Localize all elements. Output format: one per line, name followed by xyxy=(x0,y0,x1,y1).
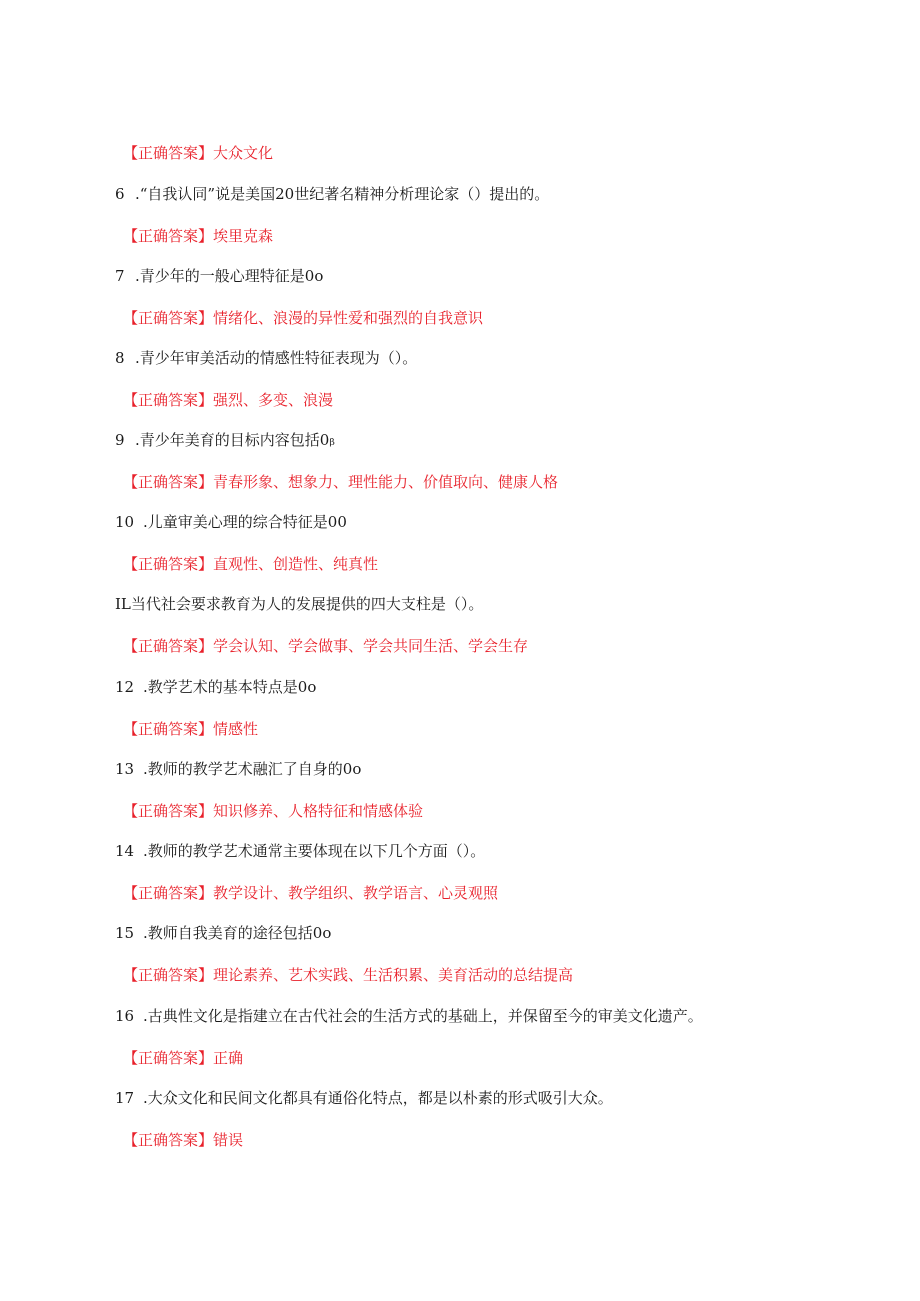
question-line xyxy=(115,594,483,614)
question-number: 15 xyxy=(115,924,135,942)
question-text: .教学艺术的基本特点是0o xyxy=(143,678,317,696)
question-number: 10 xyxy=(115,513,135,531)
answer-line: 【正确答案】大众文化 xyxy=(123,144,274,162)
answer-line: 【正确答案】理论素养、艺术实践、生活积累、美育活动的总结提高 xyxy=(123,966,574,984)
answer-line: 【正确答案】强烈、多变、浪漫 xyxy=(123,391,334,409)
answer-line: 【正确答案】错误 xyxy=(123,1131,244,1149)
question-line xyxy=(115,677,316,697)
question-line xyxy=(115,1006,703,1026)
question-line xyxy=(115,184,549,204)
question-text: .教师自我美育的途径包括0o xyxy=(143,924,332,942)
question-line xyxy=(115,923,331,943)
question-text: .古典性文化是指建立在古代社会的生活方式的基础上，并保留至今的审美文化遗产。 xyxy=(143,1007,703,1025)
question-number: 9 xyxy=(115,431,125,449)
question-text: .教师的教学艺术融汇了自身的0o xyxy=(143,760,362,778)
question-number: 7 xyxy=(115,267,125,285)
question-line xyxy=(115,759,361,779)
question-line xyxy=(115,430,335,450)
question-text: .青少年审美活动的情感性特征表现为（）。 xyxy=(135,349,418,367)
answer-line: 【正确答案】教学设计、教学组织、教学语言、心灵观照 xyxy=(123,884,499,902)
question-number: 14 xyxy=(115,842,135,860)
question-number: 12 xyxy=(115,678,135,696)
question-text: .青少年美育的目标内容包括0ᵦ xyxy=(135,431,335,449)
question-text: .儿童审美心理的综合特征是00 xyxy=(143,513,347,531)
answer-line: 【正确答案】情感性 xyxy=(123,720,259,738)
question-number: 16 xyxy=(115,1007,135,1025)
question-line xyxy=(115,512,347,532)
answer-line: 【正确答案】埃里克森 xyxy=(123,227,274,245)
question-number: 17 xyxy=(115,1089,135,1107)
question-line xyxy=(115,266,323,286)
question-text: .大众文化和民间文化都具有通俗化特点，都是以朴素的形式吸引大众。 xyxy=(143,1089,613,1107)
answer-line: 【正确答案】正确 xyxy=(123,1049,244,1067)
question-line xyxy=(115,841,485,861)
question-line xyxy=(115,348,417,368)
answer-line: 【正确答案】直观性、创造性、纯真性 xyxy=(123,555,379,573)
question-text: .教师的教学艺术通常主要体现在以下几个方面（）。 xyxy=(143,842,486,860)
question-number: 6 xyxy=(115,185,125,203)
question-number: 8 xyxy=(115,349,125,367)
answer-line: 【正确答案】青春形象、想象力、理性能力、价值取向、健康人格 xyxy=(123,473,559,491)
question-line xyxy=(115,1088,613,1108)
question-number: 13 xyxy=(115,760,135,778)
question-text: .青少年的一般心理特征是0o xyxy=(135,267,324,285)
answer-line: 【正确答案】知识修养、人格特征和情感体验 xyxy=(123,802,424,820)
answer-line: 【正确答案】情绪化、浪漫的异性爱和强烈的自我意识 xyxy=(123,309,484,327)
question-text: .“自我认同”说是美国20世纪著名精神分析理论家（）提出的。 xyxy=(135,185,550,203)
question-text: IL当代社会要求教育为人的发展提供的四大支柱是（）。 xyxy=(115,595,484,613)
answer-line: 【正确答案】学会认知、学会做事、学会共同生活、学会生存 xyxy=(123,637,529,655)
